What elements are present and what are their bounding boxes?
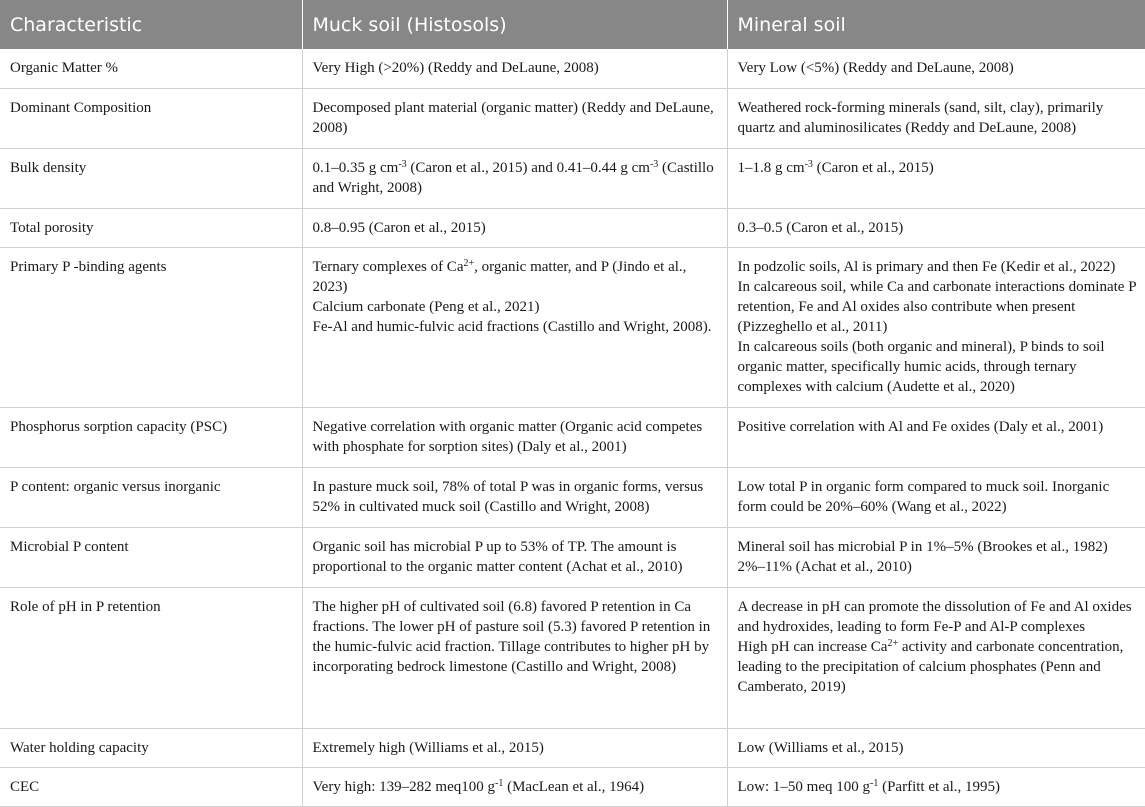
cell-text-line: In calcareous soil, while Ca and carbonate interactions dominate P retention, Fe and Al oxides also contribute when present (Pizzeghello et al., 2011): [737, 278, 1136, 335]
cell-mineral: [727, 467, 1145, 527]
cell-text-line: Extremely high (Williams et al., 2015): [312, 739, 544, 756]
cell-text-line: Calcium carbonate (Peng et al., 2021): [312, 298, 540, 315]
cell-muck: [302, 587, 727, 728]
header-muck-soil: Muck soil (Histosols): [302, 0, 727, 49]
cell-mineral: [727, 407, 1145, 467]
cell-mineral: [727, 88, 1145, 148]
cell-text-line: Very High (>20%) (Reddy and DeLaune, 2008): [312, 60, 599, 76]
cell-text-line: In pasture muck soil, 78% of total P was in organic forms, versus 52% in cultivated muck soil (Castillo and Wright, 2008): [312, 478, 704, 515]
cell-text-line: Decomposed plant material (organic matter) (Reddy and DeLaune, 2008): [312, 99, 714, 136]
cell-text-line: Low (Williams et al., 2015): [737, 739, 904, 756]
cell-text-line: Weathered rock-forming minerals (sand, silt, clay), primarily quartz and aluminosilicates (Reddy and DeLaune, 2008): [737, 99, 1104, 136]
cell-mineral: [727, 148, 1145, 208]
cell-text-line: In calcareous soils (both organic and mineral), P binds to soil organic matter, specifically humic acids, through ternary complexes with calcium (Audette et al., 2020): [737, 338, 1105, 395]
table-row: [0, 527, 1145, 587]
cell-muck: [302, 208, 727, 247]
cell-mineral: [727, 49, 1145, 88]
cell-text-line: Low: 1–50 meq 100 $g^{-1}$ (Parfitt et al., 1995): [737, 777, 1000, 795]
cell-text-line: Fe-Al and humic-fulvic acid fractions (Castillo and Wright, 2008).: [312, 318, 712, 335]
cell-mineral: [727, 587, 1145, 728]
cell-text-line: Organic soil has microbial P up to 53% of TP. The amount is proportional to the organic matter content (Achat et al., 2010): [312, 538, 683, 575]
table-row: [0, 467, 1145, 527]
cell-muck: [302, 407, 727, 467]
cell-characteristic: Microbial P content: [0, 527, 302, 587]
cell-text-line: The higher pH of cultivated soil (6.8) favored P retention in Ca fractions. The lower pH of pasture soil (5.3) favored P retention in the humic-fulvic acid fraction. Tillage contributes to higher pH by incorporating bedrock limestone (Castillo and Wright, 2008): [312, 598, 711, 675]
table-row: [0, 407, 1145, 467]
cell-characteristic: Dominant Composition: [0, 88, 302, 148]
cell-muck: [302, 49, 727, 88]
table-row: [0, 88, 1145, 148]
cell-text-line: Ternary complexes of $Ca^{2+}$, organic matter, and P (Jindo et al., 2023): [312, 257, 687, 295]
table-row: [0, 247, 1145, 407]
cell-muck: [302, 148, 727, 208]
cell-characteristic: P content: organic versus inorganic: [0, 467, 302, 527]
cell-text-line: Very Low (<5%) (Reddy and DeLaune, 2008): [737, 60, 1014, 76]
header-characteristic: Characteristic: [0, 0, 302, 49]
header-mineral-soil: Mineral soil: [727, 0, 1145, 49]
cell-mineral: [727, 247, 1145, 407]
cell-characteristic: Water holding capacity: [0, 728, 302, 767]
cell-characteristic: Organic Matter %: [0, 49, 302, 88]
cell-mineral: [727, 208, 1145, 247]
cell-text-line: A decrease in pH can promote the dissolution of Fe and Al oxides and hydroxides, leading to form Fe-P and Al-P complexes: [737, 598, 1132, 635]
cell-text-line: Positive correlation with Al and Fe oxides (Daly et al., 2001): [737, 418, 1104, 435]
cell-characteristic: Primary P -binding agents: [0, 247, 302, 407]
cell-mineral: [727, 767, 1145, 806]
cell-text-line: 1–1.8 g $cm^{-3}$ (Caron et al., 2015): [737, 158, 934, 176]
table-row: [0, 148, 1145, 208]
cell-muck: [302, 88, 727, 148]
table-header: [0, 0, 1145, 49]
table-row: [0, 728, 1145, 767]
cell-muck: [302, 467, 727, 527]
cell-text-line: Negative correlation with organic matter (Organic acid competes with phosphate for sorption sites) (Daly et al., 2001): [312, 418, 703, 455]
cell-characteristic: Phosphorus sorption capacity (PSC): [0, 407, 302, 467]
cell-text-line: Very high: 139–282 meq100 $g^{-1}$ (MacLean et al., 1964): [312, 777, 645, 795]
table-row: [0, 587, 1145, 728]
cell-text-line: 0.3–0.5 (Caron et al., 2015): [737, 219, 904, 236]
cell-mineral: [727, 527, 1145, 587]
cell-muck: [302, 247, 727, 407]
cell-text-line: 0.1–0.35 g $cm^{-3}$ (Caron et al., 2015) and 0.41–0.44 g $cm^{-3}$ (Castillo and Wright, 2008): [312, 158, 714, 196]
cell-muck: [302, 767, 727, 806]
cell-muck: [302, 728, 727, 767]
header-row: [0, 0, 1145, 49]
cell-text-line: High pH can increase $Ca^{2+}$ activity and carbonate concentration, leading to the precipitation of calcium phosphates (Penn and Camberato, 2019): [737, 637, 1124, 695]
cell-characteristic: CEC: [0, 767, 302, 806]
table-row: [0, 49, 1145, 88]
table-body: [0, 49, 1145, 806]
table-row: [0, 767, 1145, 806]
cell-muck: [302, 527, 727, 587]
cell-characteristic: Bulk density: [0, 148, 302, 208]
cell-characteristic: Total porosity: [0, 208, 302, 247]
cell-text-line: 0.8–0.95 (Caron et al., 2015): [312, 219, 486, 236]
cell-text-line: In podzolic soils, Al is primary and then Fe (Kedir et al., 2022): [737, 258, 1116, 275]
cell-mineral: [727, 728, 1145, 767]
cell-text-line: Mineral soil has microbial P in 1%–5% (Brookes et al., 1982) 2%–11% (Achat et al., 2010): [737, 538, 1108, 575]
cell-characteristic: Role of pH in P retention: [0, 587, 302, 728]
cell-text-line: Low total P in organic form compared to muck soil. Inorganic form could be 20%–60% (Wang et al., 2022): [737, 478, 1110, 515]
table-row: [0, 208, 1145, 247]
